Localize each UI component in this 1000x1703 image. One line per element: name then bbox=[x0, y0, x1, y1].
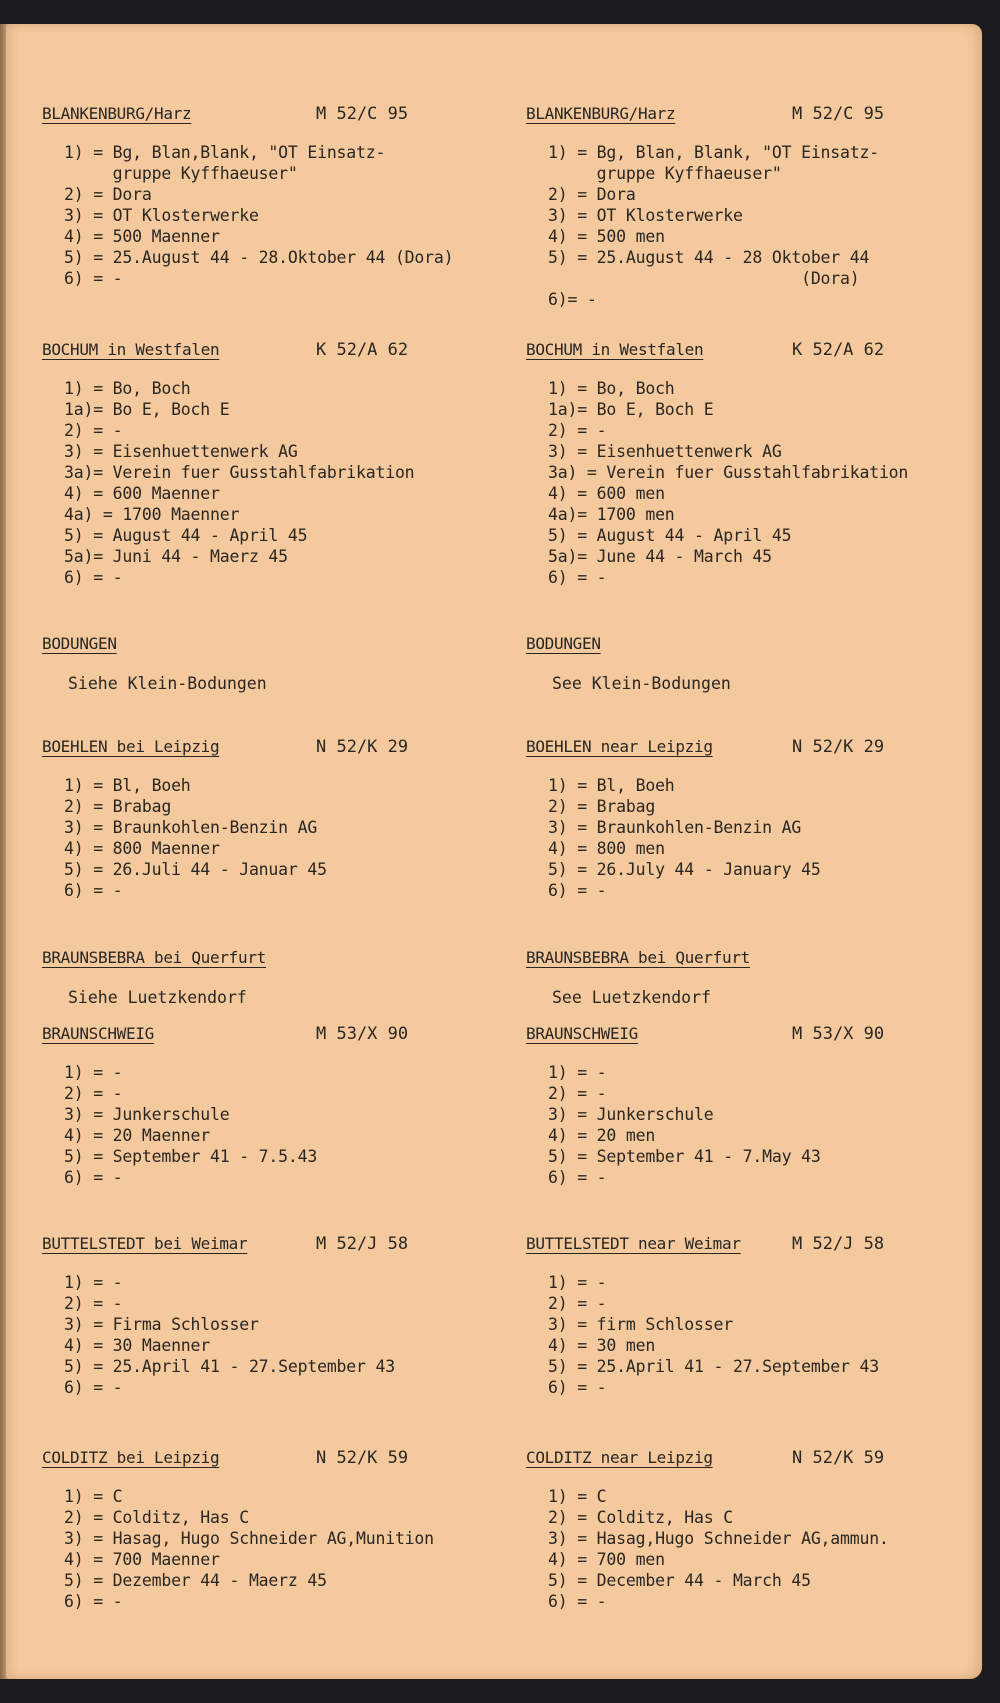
entry-line: 6) = - bbox=[64, 1592, 123, 1611]
entry-line: 2) = - bbox=[64, 1294, 123, 1313]
entry-header bbox=[520, 1024, 960, 1048]
entry-line: 6)= - bbox=[548, 290, 597, 309]
entry-line: 6) = - bbox=[64, 568, 123, 587]
entry-line: 3) = Hasag, Hugo Schneider AG,Munition bbox=[64, 1529, 434, 1548]
entry bbox=[520, 104, 960, 309]
entry-line: 3) = Eisenhuettenwerk AG bbox=[64, 442, 298, 461]
entry bbox=[36, 1234, 476, 1397]
entry-line: 4) = 20 Maenner bbox=[64, 1126, 211, 1145]
cross-reference: See Klein-Bodungen bbox=[552, 674, 731, 693]
entry-line: 5) = 25.August 44 - 28.Oktober 44 (Dora) bbox=[64, 248, 454, 267]
entry-header bbox=[520, 634, 960, 658]
town-name: COLDITZ near Leipzig bbox=[526, 1448, 713, 1467]
entry-line: 6) = - bbox=[548, 881, 607, 900]
entry-line: 5) = 25.April 41 - 27.September 43 bbox=[548, 1357, 879, 1376]
entry-line: 1) = C bbox=[548, 1487, 607, 1506]
entry-line: 3a) = Verein fuer Gusstahlfabrikation bbox=[548, 463, 909, 482]
entry-line: 5) = 26.July 44 - January 45 bbox=[548, 860, 821, 879]
entry-line: 2) = - bbox=[64, 421, 123, 440]
entry-line: 3) = Junkerschule bbox=[64, 1105, 230, 1124]
entry-line: 1) = Bl, Boeh bbox=[548, 776, 675, 795]
entry-line: 3) = Junkerschule bbox=[548, 1105, 714, 1124]
town-name: BRAUNSCHWEIG bbox=[42, 1024, 154, 1043]
entry-line: 1a)= Bo E, Boch E bbox=[548, 400, 714, 419]
entry bbox=[36, 737, 476, 900]
entry-line: 3) = OT Klosterwerke bbox=[64, 206, 259, 225]
entry-line: 2) = Colditz, Has C bbox=[64, 1508, 249, 1527]
entry-line: 1) = Bg, Blan,Blank, "OT Einsatz- bbox=[64, 143, 386, 162]
entry-header bbox=[520, 948, 960, 972]
map-grid-reference: K 52/A 62 bbox=[792, 340, 885, 360]
column-english bbox=[520, 24, 960, 1679]
entry-line: 4a)= 1700 men bbox=[548, 505, 675, 524]
entry-line: 4) = 30 Maenner bbox=[64, 1336, 211, 1355]
entry bbox=[520, 1234, 960, 1397]
entry-line: 4) = 700 men bbox=[548, 1550, 665, 1569]
entry-line: 5) = August 44 - April 45 bbox=[64, 526, 308, 545]
cross-reference: Siehe Luetzkendorf bbox=[68, 988, 247, 1007]
entry-line: 3) = Braunkohlen-Benzin AG bbox=[548, 818, 802, 837]
map-grid-reference: M 52/J 58 bbox=[792, 1234, 885, 1254]
entry-line: 4) = 500 men bbox=[548, 227, 665, 246]
entry-line: 6) = - bbox=[64, 1378, 123, 1397]
map-grid-reference: M 52/C 95 bbox=[316, 104, 409, 124]
entry-line: 1) = Bo, Boch bbox=[64, 379, 191, 398]
entry-header bbox=[36, 1448, 476, 1472]
entry-line: 5) = September 41 - 7.May 43 bbox=[548, 1147, 821, 1166]
entry-line: 6) = - bbox=[64, 269, 123, 288]
entry bbox=[520, 737, 960, 900]
entry-line: 3) = Eisenhuettenwerk AG bbox=[548, 442, 782, 461]
entry-line: 2) = - bbox=[548, 1294, 607, 1313]
entry-line: 2) = Brabag bbox=[548, 797, 656, 816]
entry-header bbox=[36, 104, 476, 128]
entry-line: 5) = December 44 - March 45 bbox=[548, 1571, 811, 1590]
entry-lines bbox=[548, 142, 879, 310]
entry-header bbox=[36, 340, 476, 364]
entry-lines bbox=[548, 378, 908, 588]
entry-line: 1) = Bg, Blan, Blank, "OT Einsatz- bbox=[548, 143, 879, 162]
town-name: BUTTELSTEDT bei Weimar bbox=[42, 1234, 248, 1253]
entry-line: 5) = September 41 - 7.5.43 bbox=[64, 1147, 318, 1166]
entry-line: 1) = - bbox=[64, 1063, 123, 1082]
entry bbox=[520, 948, 960, 1007]
entry-line: 5) = 25.April 41 - 27.September 43 bbox=[64, 1357, 395, 1376]
entry-line: 2) = - bbox=[64, 1084, 123, 1103]
town-name: BOEHLEN near Leipzig bbox=[526, 737, 713, 756]
entry-line: 6) = - bbox=[548, 1168, 607, 1187]
entry-lines bbox=[548, 1272, 879, 1398]
town-name: BRAUNSCHWEIG bbox=[526, 1024, 638, 1043]
entry-line: gruppe Kyffhaeuser" bbox=[548, 164, 782, 183]
map-grid-reference: N 52/K 29 bbox=[316, 737, 409, 757]
town-name: BODUNGEN bbox=[526, 634, 601, 653]
entry-line: 1) = - bbox=[548, 1273, 607, 1292]
entry-lines bbox=[64, 142, 453, 289]
entry-header bbox=[36, 634, 476, 658]
entry-line: 3) = OT Klosterwerke bbox=[548, 206, 743, 225]
entry-line: 5a)= June 44 - March 45 bbox=[548, 547, 772, 566]
entry-line: 1) = Bo, Boch bbox=[548, 379, 675, 398]
entry-header bbox=[36, 948, 476, 972]
town-name: BOEHLEN bei Leipzig bbox=[42, 737, 220, 756]
cross-reference: Siehe Klein-Bodungen bbox=[68, 674, 267, 693]
entry bbox=[36, 104, 476, 288]
entry-line: 5) = August 44 - April 45 bbox=[548, 526, 792, 545]
town-name: BUTTELSTEDT near Weimar bbox=[526, 1234, 741, 1253]
map-grid-reference: M 52/J 58 bbox=[316, 1234, 409, 1254]
entry-line: 6) = - bbox=[64, 881, 123, 900]
entry-line: 2) = Dora bbox=[548, 185, 636, 204]
entry bbox=[520, 1024, 960, 1187]
entry-line: 4a) = 1700 Maenner bbox=[64, 505, 240, 524]
town-name: COLDITZ bei Leipzig bbox=[42, 1448, 220, 1467]
town-name: BOCHUM in Westfalen bbox=[42, 340, 220, 359]
entry-line: (Dora) bbox=[548, 269, 860, 288]
entry-line: 2) = - bbox=[548, 1084, 607, 1103]
entry-lines bbox=[64, 378, 414, 588]
entry-header bbox=[36, 1234, 476, 1258]
entry-line: 5) = Dezember 44 - Maerz 45 bbox=[64, 1571, 327, 1590]
entry-line: 5a)= Juni 44 - Maerz 45 bbox=[64, 547, 288, 566]
entry-line: 6) = - bbox=[548, 1378, 607, 1397]
entry-line: 1) = - bbox=[64, 1273, 123, 1292]
entry-header bbox=[520, 1448, 960, 1472]
entry-line: 3) = Braunkohlen-Benzin AG bbox=[64, 818, 318, 837]
entry bbox=[520, 1448, 960, 1611]
entry bbox=[36, 634, 476, 693]
entry-line: 6) = - bbox=[548, 1592, 607, 1611]
entry-line: 1a)= Bo E, Boch E bbox=[64, 400, 230, 419]
entry-header bbox=[520, 1234, 960, 1258]
map-grid-reference: M 53/X 90 bbox=[316, 1024, 409, 1044]
entry-line: 2) = - bbox=[548, 421, 607, 440]
entry-line: 1) = C bbox=[64, 1487, 123, 1506]
entry-line: 4) = 30 men bbox=[548, 1336, 656, 1355]
entry-lines bbox=[548, 1486, 889, 1612]
document-page bbox=[6, 24, 982, 1679]
entry bbox=[520, 634, 960, 693]
entry bbox=[36, 340, 476, 587]
entry-line: 2) = Brabag bbox=[64, 797, 172, 816]
map-grid-reference: N 52/K 59 bbox=[316, 1448, 409, 1468]
entry-line: gruppe Kyffhaeuser" bbox=[64, 164, 298, 183]
town-name: BODUNGEN bbox=[42, 634, 117, 653]
entry-header bbox=[520, 104, 960, 128]
entry-header bbox=[520, 737, 960, 761]
town-name: BOCHUM in Westfalen bbox=[526, 340, 704, 359]
town-name: BRAUNSBEBRA bei Querfurt bbox=[526, 948, 750, 967]
entry-line: 1) = Bl, Boeh bbox=[64, 776, 191, 795]
town-name: BLANKENBURG/Harz bbox=[42, 104, 192, 123]
entry-line: 4) = 800 Maenner bbox=[64, 839, 220, 858]
cross-reference: See Luetzkendorf bbox=[552, 988, 711, 1007]
entry-line: 4) = 600 men bbox=[548, 484, 665, 503]
entry-line: 3) = Hasag,Hugo Schneider AG,ammun. bbox=[548, 1529, 889, 1548]
entry-header bbox=[36, 737, 476, 761]
entry-line: 4) = 600 Maenner bbox=[64, 484, 220, 503]
entry-line: 4) = 700 Maenner bbox=[64, 1550, 220, 1569]
entry-header bbox=[520, 340, 960, 364]
map-grid-reference: M 52/C 95 bbox=[792, 104, 885, 124]
entry-line: 4) = 800 men bbox=[548, 839, 665, 858]
entry-line: 5) = 25.August 44 - 28 Oktober 44 bbox=[548, 248, 870, 267]
map-grid-reference: M 53/X 90 bbox=[792, 1024, 885, 1044]
entry bbox=[520, 340, 960, 587]
entry bbox=[36, 1024, 476, 1187]
entry-line: 3) = firm Schlosser bbox=[548, 1315, 733, 1334]
entry bbox=[36, 948, 476, 1007]
entry-lines bbox=[64, 1272, 395, 1398]
entry-line: 6) = - bbox=[548, 568, 607, 587]
map-grid-reference: K 52/A 62 bbox=[316, 340, 409, 360]
entry-lines bbox=[64, 775, 327, 901]
entry-line: 2) = Dora bbox=[64, 185, 152, 204]
entry-line: 2) = Colditz, Has C bbox=[548, 1508, 733, 1527]
entry-lines bbox=[548, 775, 821, 901]
map-grid-reference: N 52/K 29 bbox=[792, 737, 885, 757]
entry-line: 3) = Firma Schlosser bbox=[64, 1315, 259, 1334]
entry-line: 5) = 26.Juli 44 - Januar 45 bbox=[64, 860, 327, 879]
map-grid-reference: N 52/K 59 bbox=[792, 1448, 885, 1468]
entry-line: 6) = - bbox=[64, 1168, 123, 1187]
entry-lines bbox=[64, 1486, 434, 1612]
entry-line: 4) = 20 men bbox=[548, 1126, 656, 1145]
entry-line: 1) = - bbox=[548, 1063, 607, 1082]
town-name: BRAUNSBEBRA bei Querfurt bbox=[42, 948, 266, 967]
entry-line: 3a)= Verein fuer Gusstahlfabrikation bbox=[64, 463, 415, 482]
entry-header bbox=[36, 1024, 476, 1048]
entry-line: 4) = 500 Maenner bbox=[64, 227, 220, 246]
entry-lines bbox=[64, 1062, 317, 1188]
column-german bbox=[36, 24, 476, 1679]
entry bbox=[36, 1448, 476, 1611]
town-name: BLANKENBURG/Harz bbox=[526, 104, 676, 123]
entry-lines bbox=[548, 1062, 821, 1188]
